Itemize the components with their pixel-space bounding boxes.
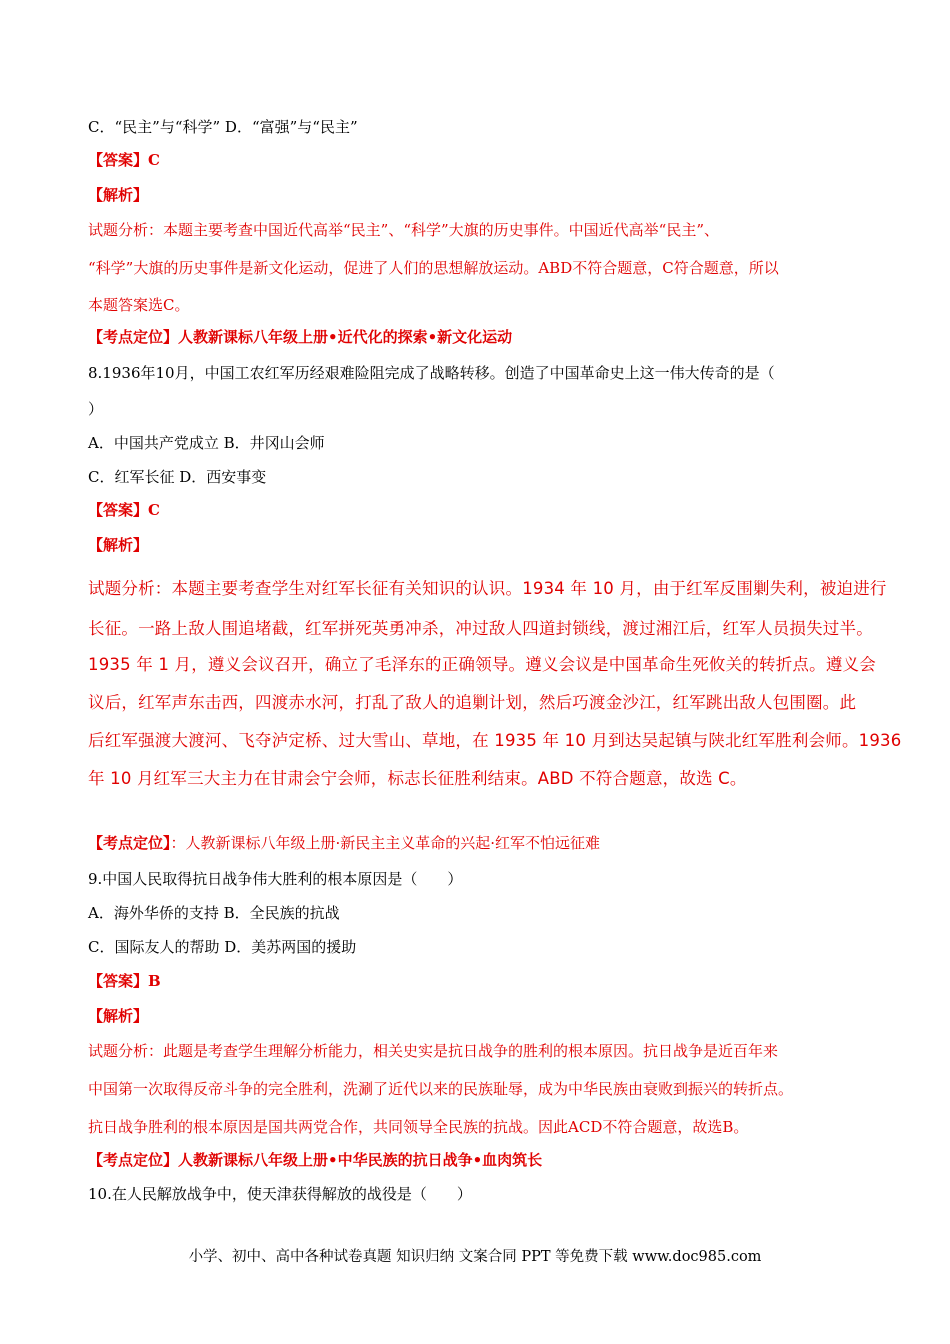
q7-answer: 【答案】C xyxy=(88,151,160,169)
q9-question: 9.中国人民取得抗日战争伟大胜利的根本原因是（ ） xyxy=(88,870,463,888)
q9-analysis-label: 【解析】 xyxy=(88,1007,149,1025)
q8-analysis-line: 1935 年 1 月，遵义会议召开，确立了毛泽东的正确领导。遵义会议是中国革命生死攸关的转折点。遵义会 xyxy=(88,655,876,674)
q9-options-ab: A．海外华侨的支持 B．全民族的抗战 xyxy=(88,904,340,922)
q9-answer: 【答案】B xyxy=(88,972,161,990)
q9-analysis-line: 试题分析：此题是考查学生理解分析能力，相关史实是抗日战争的胜利的根本原因。抗日战争是近百年来 xyxy=(88,1042,779,1060)
q8-point xyxy=(88,833,600,853)
page-footer: 小学、初中、高中各种试卷真题 知识归纳 文案合同 PPT 等免费下载 www.doc985.com xyxy=(188,1249,762,1265)
q8-analysis-line: 长征。一路上敌人围追堵截，红军拼死英勇冲杀，冲过敌人四道封锁线，渡过湘江后，红军人员损失过半。 xyxy=(88,619,873,638)
q8-analysis-line: 年 10 月红军三大主力在甘肃会宁会师，标志长征胜利结束。ABD 不符合题意，故选 C。 xyxy=(88,769,747,788)
q8-analysis-line: 试题分析：本题主要考查学生对红军长征有关知识的认识。1934 年 10 月，由于红军反围剿失利，被迫进行 xyxy=(88,579,887,598)
q8-answer: 【答案】C xyxy=(88,501,160,519)
q7-analysis-line: “科学”大旗的历史事件是新文化运动，促进了人们的思想解放运动。ABD不符合题意，C符合题意，所以 xyxy=(88,259,779,277)
q8-analysis-line: 后红军强渡大渡河、飞夺泸定桥、过大雪山、草地，在 1935 年 10 月到达吴起镇与陕北红军胜利会师。1936 xyxy=(88,731,902,750)
q9-analysis-line: 抗日战争胜利的根本原因是国共两党合作，共同领导全民族的抗战。因此ACD不符合题意，故选B。 xyxy=(88,1118,749,1136)
q9-options-cd: C．国际友人的帮助 D．美苏两国的援助 xyxy=(88,938,357,956)
q7-options-cd: C．“民主”与“科学” D．“富强”与“民主” xyxy=(88,118,358,136)
q8-question-line2: ） xyxy=(88,400,104,418)
q8-analysis-label: 【解析】 xyxy=(88,536,149,554)
q8-options-cd: C．红军长征 D．西安事变 xyxy=(88,468,267,486)
q8-options-ab: A．中国共产党成立 B．井冈山会师 xyxy=(88,434,325,452)
q8-point-text: ：人教新课标八年级上册·新民主主义革命的兴起·红军不怕远征难 xyxy=(170,834,601,852)
q9-point: 【考点定位】人教新课标八年级上册•中华民族的抗日战争•血肉筑长 xyxy=(88,1151,543,1169)
q8-analysis-line: 议后，红军声东击西，四渡赤水河，打乱了敌人的追剿计划，然后巧渡金沙江，红军跳出敌人包围圈。此 xyxy=(88,693,857,712)
q7-point: 【考点定位】人教新课标八年级上册•近代化的探索•新文化运动 xyxy=(88,328,513,346)
q8-point-tag: 【考点定位】 xyxy=(88,834,171,852)
q7-analysis-label: 【解析】 xyxy=(88,186,149,204)
q7-analysis-line: 试题分析：本题主要考查中国近代高举“民主”、“科学”大旗的历史事件。中国近代高举“民主”、 xyxy=(88,221,720,239)
q10-question: 10.在人民解放战争中，使天津获得解放的战役是（ ） xyxy=(88,1185,472,1203)
q7-analysis-line: 本题答案选C。 xyxy=(88,296,190,314)
q9-analysis-line: 中国第一次取得反帝斗争的完全胜利，洗涮了近代以来的民族耻辱，成为中华民族由衰败到振兴的转折点。 xyxy=(88,1080,794,1098)
q8-question-line1: 8.1936年10月，中国工农红军历经艰难险阻完成了战略转移。创造了中国革命史上这一伟大传奇的是（ xyxy=(88,364,775,382)
